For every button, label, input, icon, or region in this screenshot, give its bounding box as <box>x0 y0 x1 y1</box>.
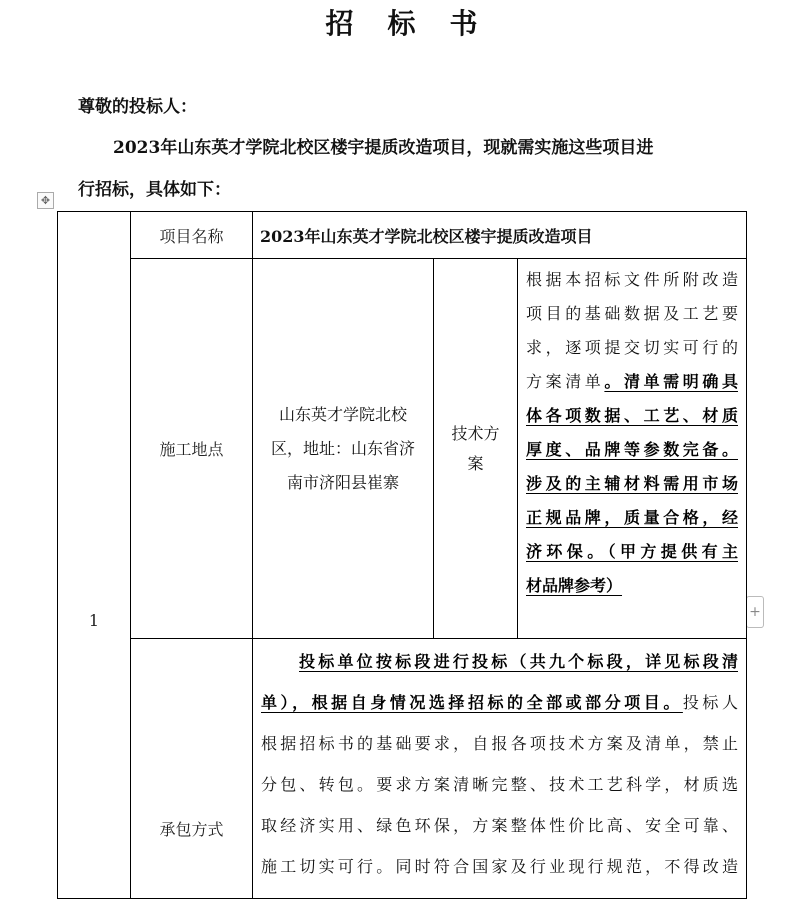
emphasis-text: 材品牌参考） <box>526 576 623 595</box>
site-value-line: 区，地址：山东省济 <box>270 438 415 458</box>
tech-label-line: 案 <box>467 453 484 473</box>
tech-description <box>518 259 747 639</box>
text-line <box>261 682 738 723</box>
text-line <box>526 433 738 467</box>
salutation: 尊敬的投标人： <box>78 97 197 117</box>
intro-line-1: 2023年山东英才学院北校区楼宇提质改造项目，现就需实施这些项目进 <box>113 138 654 158</box>
plain-text: 根据招标书的基础要求，自报各项技术方案及清单，禁止 <box>261 734 738 753</box>
plain-text: 施工切实可行。同时符合国家及行业现行规范，不得改造 <box>261 857 738 876</box>
emphasis-text: 单），根据自身情况选择招标的全部或部分项目。 <box>261 693 683 712</box>
site-value-line: 南市济阳县崔寨 <box>286 472 399 492</box>
plain-text: 项目的基础数据及工艺要 <box>526 304 738 323</box>
site-label: 施工地点 <box>131 259 253 639</box>
text-line <box>261 764 738 805</box>
contract-label: 承包方式 <box>131 639 253 899</box>
text-line <box>261 846 738 887</box>
site-value-line: 山东英才学院北校 <box>278 404 407 424</box>
text-line <box>526 535 738 569</box>
bid-table <box>57 211 747 899</box>
tech-label-line: 技术方 <box>451 423 500 443</box>
text-line <box>526 399 738 433</box>
contract-description <box>253 639 747 899</box>
text-line <box>526 569 738 603</box>
project-name-value: 2023年山东英才学院北校区楼宇提质改造项目 <box>253 212 747 259</box>
text-line <box>526 501 738 535</box>
text-line <box>526 365 738 399</box>
project-name-label: 项目名称 <box>131 212 253 259</box>
intro-line-2: 行招标，具体如下： <box>78 180 231 200</box>
plain-text: 求，逐项提交切实可行的 <box>526 338 738 357</box>
emphasis-text: 厚度、品牌等参数完备。 <box>526 440 738 459</box>
site-value <box>253 259 434 639</box>
tech-label <box>434 259 518 639</box>
plain-text: 分包、转包。要求方案清晰完整、技术工艺科学，材质选 <box>261 775 738 794</box>
plain-text: 方案清单 <box>526 372 605 391</box>
text-line <box>261 805 738 846</box>
text-line <box>526 297 738 331</box>
text-line <box>526 467 738 501</box>
emphasis-text: 投标单位按标段进行投标（共九个标段，详见标段清 <box>299 652 738 671</box>
emphasis-text: 体各项数据、工艺、材质 <box>526 406 738 425</box>
emphasis-text: 涉及的主辅材料需用市场 <box>526 474 738 493</box>
text-line <box>261 641 738 682</box>
text-line <box>526 331 738 365</box>
add-row-plus-icon[interactable]: + <box>746 596 764 628</box>
emphasis-text: 正规品牌，质量合格，经 <box>526 508 738 527</box>
plain-text: 取经济实用、绿色环保，方案整体性价比高、安全可靠、 <box>261 816 738 835</box>
row-number: 1 <box>58 212 131 899</box>
plain-text: 投标人 <box>682 693 738 712</box>
text-line <box>261 723 738 764</box>
table-move-icon[interactable]: ✥ <box>37 192 54 209</box>
plain-text: 根据本招标文件所附改造 <box>526 270 738 289</box>
document-title: 招标书 <box>325 7 512 40</box>
emphasis-text: 济环保。（甲方提供有主 <box>526 542 738 561</box>
emphasis-text: 。清单需明确具 <box>604 372 738 391</box>
text-line <box>526 263 738 297</box>
